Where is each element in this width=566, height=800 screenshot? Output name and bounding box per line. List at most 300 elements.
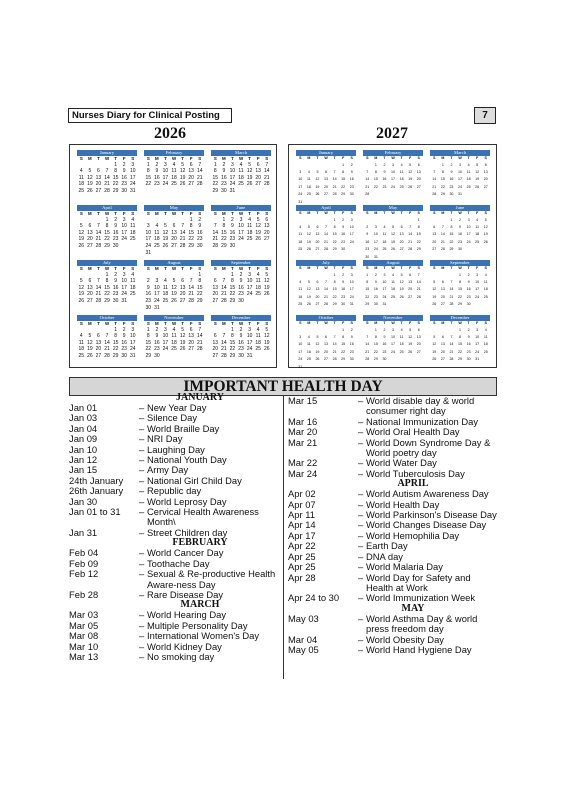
day-cell: 31 <box>121 297 127 304</box>
entry-dash: – <box>139 640 145 652</box>
day-cell: 29 <box>341 357 346 362</box>
week-row <box>296 231 356 238</box>
day-cell: 23 <box>349 349 354 354</box>
day-cell: 26 <box>87 352 93 359</box>
day-cell: 30 <box>238 297 244 304</box>
health-days-right-column <box>288 396 498 655</box>
weekday-label: S <box>366 156 369 160</box>
day-cell: 27 <box>416 349 421 354</box>
day-cell: 6 <box>316 225 319 229</box>
day-cell: 1 <box>374 162 377 167</box>
entry-name: World Hemophilia Day <box>366 529 460 541</box>
day-cell: 11 <box>255 278 261 285</box>
day-cell <box>211 327 220 334</box>
health-day-entry <box>69 652 279 662</box>
entry-name: World Hand Hygiene Day <box>366 643 472 655</box>
day-cell: 21 <box>188 291 194 298</box>
day-cell: 14 <box>188 284 194 291</box>
day-cell: 30 <box>229 242 236 249</box>
health-day-entry <box>288 396 498 417</box>
weekday-label: T <box>467 266 470 270</box>
month-august <box>144 260 204 311</box>
day-cell: 29 <box>112 187 119 194</box>
week-row <box>77 223 137 230</box>
day-cell: 26 <box>399 294 404 299</box>
entry-dash: – <box>139 474 145 486</box>
month-august <box>363 260 423 309</box>
day-cell <box>339 364 348 371</box>
day-cell: 8 <box>189 223 193 230</box>
day-cell <box>195 250 204 257</box>
week-row <box>77 298 137 305</box>
day-cell: 4 <box>299 225 302 229</box>
entry-date: Jan 10 <box>69 443 98 455</box>
weekday-label: S <box>79 321 83 326</box>
entry-name: World Cancer Day <box>147 547 224 559</box>
day-cell: 1 <box>231 326 234 333</box>
week-row <box>144 223 204 230</box>
week-row <box>77 230 137 237</box>
weekday-label: W <box>171 266 177 271</box>
day-cell <box>178 250 187 257</box>
day-cell: 16 <box>238 339 244 346</box>
weekday-label: M <box>88 211 92 216</box>
day-cell <box>406 217 415 224</box>
week-row <box>144 346 204 353</box>
day-cell: 1 <box>114 326 117 333</box>
day-cell <box>170 217 179 224</box>
day-cell: 3 <box>231 161 234 168</box>
day-cell: 23 <box>112 236 119 243</box>
day-cell: 18 <box>78 181 85 188</box>
day-cell <box>481 191 490 198</box>
day-cell: 22 <box>332 294 337 299</box>
day-cell: 7 <box>433 170 436 174</box>
day-cell: 27 <box>440 357 445 362</box>
weekday-label: S <box>198 321 202 326</box>
week-row <box>363 217 423 224</box>
day-cell: 3 <box>392 162 395 167</box>
day-cell: 27 <box>483 184 488 189</box>
weekday-label: M <box>222 211 226 216</box>
day-cell: 8 <box>198 278 202 285</box>
day-cell: 27 <box>432 247 437 252</box>
day-cell: 11 <box>78 174 84 181</box>
day-cell: 25 <box>399 349 404 354</box>
day-cell: 12 <box>399 280 404 284</box>
day-cell <box>481 301 490 308</box>
day-cell: 25 <box>255 291 261 298</box>
entry-name: Earth Day <box>366 540 408 552</box>
weekday-label: W <box>171 156 177 161</box>
day-cell <box>254 353 263 360</box>
day-cell <box>161 217 170 224</box>
entry-dash: – <box>358 436 364 448</box>
day-cell: 15 <box>449 232 454 237</box>
day-cell: 20 <box>432 239 437 244</box>
week-row <box>211 298 271 305</box>
day-cell: 22 <box>229 291 236 298</box>
day-cell: 31 <box>129 187 136 194</box>
day-cell <box>103 327 112 334</box>
day-cell: 16 <box>238 284 244 291</box>
week-row <box>77 285 137 292</box>
entry-name: Multiple Personality Day <box>147 619 248 631</box>
week-row <box>430 349 490 356</box>
entry-date: Apr 24 to 30 <box>288 592 340 604</box>
day-cell: 11 <box>130 278 136 285</box>
weekday-label: M <box>441 266 445 270</box>
weekday-label: T <box>467 321 470 325</box>
day-cell: 17 <box>238 229 244 236</box>
day-cell: 7 <box>213 223 217 230</box>
week-row <box>430 184 490 191</box>
day-cell: 15 <box>145 174 152 181</box>
day-cell: 18 <box>129 284 136 291</box>
day-cell <box>195 353 204 360</box>
entry-dash: – <box>139 568 145 580</box>
day-cell: 17 <box>391 177 396 182</box>
day-cell: 14 <box>263 168 270 175</box>
entry-date: Apr 07 <box>288 498 316 510</box>
day-cell: 13 <box>440 287 445 292</box>
day-cell: 2 <box>383 162 386 167</box>
month-name: December <box>430 315 490 321</box>
day-cell: 6 <box>265 216 269 223</box>
day-cell: 15 <box>332 287 337 292</box>
day-cell <box>77 217 86 224</box>
day-cell <box>94 327 103 334</box>
day-cell: 25 <box>483 294 488 299</box>
day-cell: 12 <box>315 177 320 182</box>
day-cell <box>170 305 179 312</box>
day-cell: 26 <box>78 242 85 249</box>
day-cell: 22 <box>458 294 463 299</box>
weekday-label: F <box>342 321 345 325</box>
month-april <box>296 205 356 254</box>
weekday-label: M <box>88 156 92 161</box>
day-cell: 5 <box>88 168 92 175</box>
entry-dash: – <box>139 485 145 497</box>
day-cell: 9 <box>222 168 226 175</box>
day-cell: 27 <box>95 352 102 359</box>
day-cell: 29 <box>341 192 346 197</box>
entry-name: World Tuberculosis Day <box>366 467 465 479</box>
day-cell: 5 <box>484 217 487 222</box>
day-cell: 1 <box>366 272 369 277</box>
day-cell <box>363 162 372 169</box>
day-cell: 23 <box>238 346 244 353</box>
weekday-label: S <box>299 211 302 215</box>
entry-date: Jan 03 <box>69 412 98 424</box>
day-cell: 10 <box>154 284 160 291</box>
day-cell: 20 <box>188 174 194 181</box>
entry-date: Feb 12 <box>69 568 99 580</box>
month-name: July <box>77 260 137 266</box>
weekday-label: S <box>265 211 269 216</box>
day-cell: 19 <box>306 294 311 299</box>
day-cell <box>254 243 263 250</box>
week-row <box>430 356 490 363</box>
day-cell: 29 <box>332 247 337 252</box>
day-cell: 14 <box>324 287 329 292</box>
day-cell: 8 <box>222 223 226 230</box>
day-cell <box>296 217 305 224</box>
week-row <box>77 181 137 188</box>
day-cell: 20 <box>324 349 329 354</box>
day-cell: 10 <box>229 168 236 175</box>
weekday-label: T <box>97 211 100 216</box>
day-cell <box>305 217 314 224</box>
week-row <box>77 168 137 175</box>
weekday-label: T <box>114 266 117 271</box>
day-cell: 4 <box>172 326 176 333</box>
day-cell: 19 <box>246 174 253 181</box>
month-name: May <box>144 205 204 211</box>
day-cell: 11 <box>307 342 311 347</box>
day-cell: 24 <box>121 236 127 243</box>
weekday-label: W <box>391 211 395 215</box>
weekday-label: F <box>122 156 126 161</box>
day-cell: 30 <box>349 357 354 362</box>
day-cell: 5 <box>392 225 395 229</box>
weekday-label: T <box>248 321 251 326</box>
week-row <box>77 340 137 347</box>
day-cell: 2 <box>122 326 126 333</box>
entry-dash: – <box>358 529 364 541</box>
day-cell: 26 <box>306 302 311 307</box>
day-cell: 28 <box>449 357 454 362</box>
day-cell: 18 <box>382 239 387 244</box>
day-cell: 11 <box>399 335 404 339</box>
weekday-label: T <box>231 156 234 161</box>
day-cell: 16 <box>221 174 227 181</box>
day-cell <box>262 353 271 360</box>
day-cell: 9 <box>146 284 150 291</box>
day-cell: 2 <box>366 225 369 229</box>
day-cell: 7 <box>450 280 453 284</box>
day-cell: 16 <box>466 287 471 292</box>
day-cell: 5 <box>265 326 269 333</box>
day-cell: 2 <box>146 278 150 285</box>
entry-dash: – <box>139 630 145 642</box>
day-cell: 29 <box>365 302 370 307</box>
day-cell <box>414 301 423 308</box>
day-cell: 2 <box>114 271 117 278</box>
day-cell: 17 <box>458 177 463 182</box>
month-name: February <box>363 150 423 156</box>
health-day-entry <box>69 569 279 590</box>
day-cell: 9 <box>342 225 345 229</box>
day-cell: 13 <box>324 342 329 347</box>
day-cell: 11 <box>238 168 244 175</box>
day-cell: 13 <box>212 284 219 291</box>
year-label-2026: 2026 <box>154 125 186 142</box>
month-october <box>296 315 356 371</box>
weekday-label: F <box>189 321 193 326</box>
day-cell: 11 <box>298 232 303 237</box>
entry-name: World Water Day <box>366 457 437 469</box>
day-cell <box>211 272 220 279</box>
weekday-label: S <box>350 156 353 160</box>
day-cell: 22 <box>373 184 378 189</box>
day-cell: 30 <box>221 187 227 194</box>
day-cell: 8 <box>459 335 462 339</box>
day-cell: 24 <box>349 239 354 244</box>
month-name: November <box>144 315 204 321</box>
day-cell: 18 <box>238 174 244 181</box>
day-cell: 20 <box>212 346 219 353</box>
weekday-label: S <box>265 321 269 326</box>
entry-dash: – <box>358 633 364 645</box>
day-cell: 5 <box>172 278 176 285</box>
entry-name: No smoking day <box>147 650 215 662</box>
week-row <box>77 353 137 360</box>
weekday-label: W <box>238 156 244 161</box>
day-cell: 6 <box>88 278 92 285</box>
month-july <box>77 260 137 305</box>
day-cell: 1 <box>231 271 234 278</box>
entry-date: Apr 02 <box>288 488 316 500</box>
day-cell: 22 <box>188 236 194 243</box>
weekday-label: F <box>476 321 479 325</box>
day-cell: 26 <box>179 346 186 353</box>
day-cell: 5 <box>476 162 479 167</box>
month-name: September <box>430 260 490 266</box>
day-cell <box>330 162 339 169</box>
day-cell: 31 <box>349 302 354 307</box>
day-cell: 10 <box>121 278 127 285</box>
week-row <box>430 286 490 293</box>
day-cell: 22 <box>341 349 346 354</box>
weekday-label: S <box>265 156 269 161</box>
month-september <box>430 260 490 309</box>
day-cell: 24 <box>466 239 471 244</box>
health-day-entry <box>288 469 498 479</box>
day-cell: 20 <box>416 177 421 182</box>
day-cell: 5 <box>316 335 319 339</box>
day-cell: 8 <box>105 223 109 230</box>
day-cell: 30 <box>341 247 346 252</box>
day-cell: 2 <box>342 217 345 222</box>
day-cell: 11 <box>391 280 395 284</box>
day-cell: 29 <box>221 242 227 249</box>
day-cell: 11 <box>171 333 177 340</box>
day-cell: 28 <box>332 357 337 362</box>
day-cell: 14 <box>365 342 370 347</box>
day-cell: 19 <box>255 229 261 236</box>
day-cell: 10 <box>238 223 244 230</box>
week-row <box>430 231 490 238</box>
day-cell: 8 <box>146 168 150 175</box>
entry-name: National Girl Child Day <box>147 474 242 486</box>
day-cell: 7 <box>366 170 369 174</box>
day-cell: 14 <box>104 339 110 346</box>
day-cell: 23 <box>196 236 203 243</box>
day-cell: 28 <box>95 297 102 304</box>
week-row <box>144 353 204 360</box>
day-cell: 25 <box>78 187 85 194</box>
entry-date: Mar 22 <box>288 457 318 469</box>
week-row <box>144 230 204 237</box>
day-cell <box>372 191 381 198</box>
weekday-label: S <box>350 211 353 215</box>
day-cell: 6 <box>213 333 217 340</box>
day-cell: 10 <box>373 232 378 237</box>
month-december <box>211 315 271 360</box>
day-cell: 30 <box>466 302 471 307</box>
day-cell: 4 <box>239 161 243 168</box>
weekday-label: S <box>366 211 369 215</box>
day-cell <box>187 272 196 279</box>
day-cell: 29 <box>145 352 152 359</box>
day-cell: 6 <box>88 223 92 230</box>
weekday-label: W <box>324 321 328 325</box>
day-cell: 13 <box>95 174 102 181</box>
day-cell: 14 <box>196 168 203 175</box>
day-cell: 19 <box>162 236 169 243</box>
weekday-label: F <box>256 321 260 326</box>
weekday-label: S <box>213 321 217 326</box>
weekday-label: M <box>155 211 159 216</box>
day-cell: 24 <box>154 297 160 304</box>
weekday-label: S <box>299 266 302 270</box>
day-cell: 26 <box>246 181 253 188</box>
day-cell: 29 <box>112 352 119 359</box>
weekday-label: W <box>458 321 462 325</box>
day-cell: 23 <box>221 181 227 188</box>
entry-name: World Hearing Day <box>147 609 227 621</box>
day-cell <box>262 243 271 250</box>
weekday-label: M <box>307 266 311 270</box>
day-cell: 17 <box>154 291 160 298</box>
weekday-label: F <box>189 266 193 271</box>
day-cell <box>128 298 137 305</box>
day-cell: 19 <box>483 232 488 237</box>
day-cell: 3 <box>392 327 395 332</box>
month-february <box>144 150 204 188</box>
week-row <box>211 162 271 169</box>
day-cell: 17 <box>382 287 387 292</box>
day-cell: 4 <box>131 216 135 223</box>
day-cell: 9 <box>374 280 377 284</box>
month-name: July <box>296 260 356 266</box>
day-cell: 24 <box>475 294 480 299</box>
entry-date: Mar 05 <box>69 619 99 631</box>
day-cell: 7 <box>265 161 269 168</box>
entry-name: Street Children day <box>147 526 228 538</box>
day-cell: 1 <box>441 162 444 167</box>
day-cell: 16 <box>229 229 236 236</box>
week-row <box>211 188 271 195</box>
day-cell: 12 <box>408 170 413 174</box>
day-cell: 14 <box>332 177 337 182</box>
day-cell: 17 <box>373 239 378 244</box>
day-cell: 16 <box>341 287 346 292</box>
day-cell: 18 <box>162 291 169 298</box>
weekday-label: S <box>79 156 83 161</box>
day-cell: 25 <box>162 297 169 304</box>
weekday-label: W <box>104 156 110 161</box>
day-cell: 21 <box>104 181 110 188</box>
day-cell: 3 <box>299 335 302 339</box>
day-cell: 29 <box>188 242 194 249</box>
day-cell: 13 <box>324 177 329 182</box>
day-cell: 21 <box>449 349 454 354</box>
day-cell: 27 <box>95 187 102 194</box>
weekday-label: W <box>171 211 177 216</box>
day-cell: 4 <box>400 162 403 167</box>
